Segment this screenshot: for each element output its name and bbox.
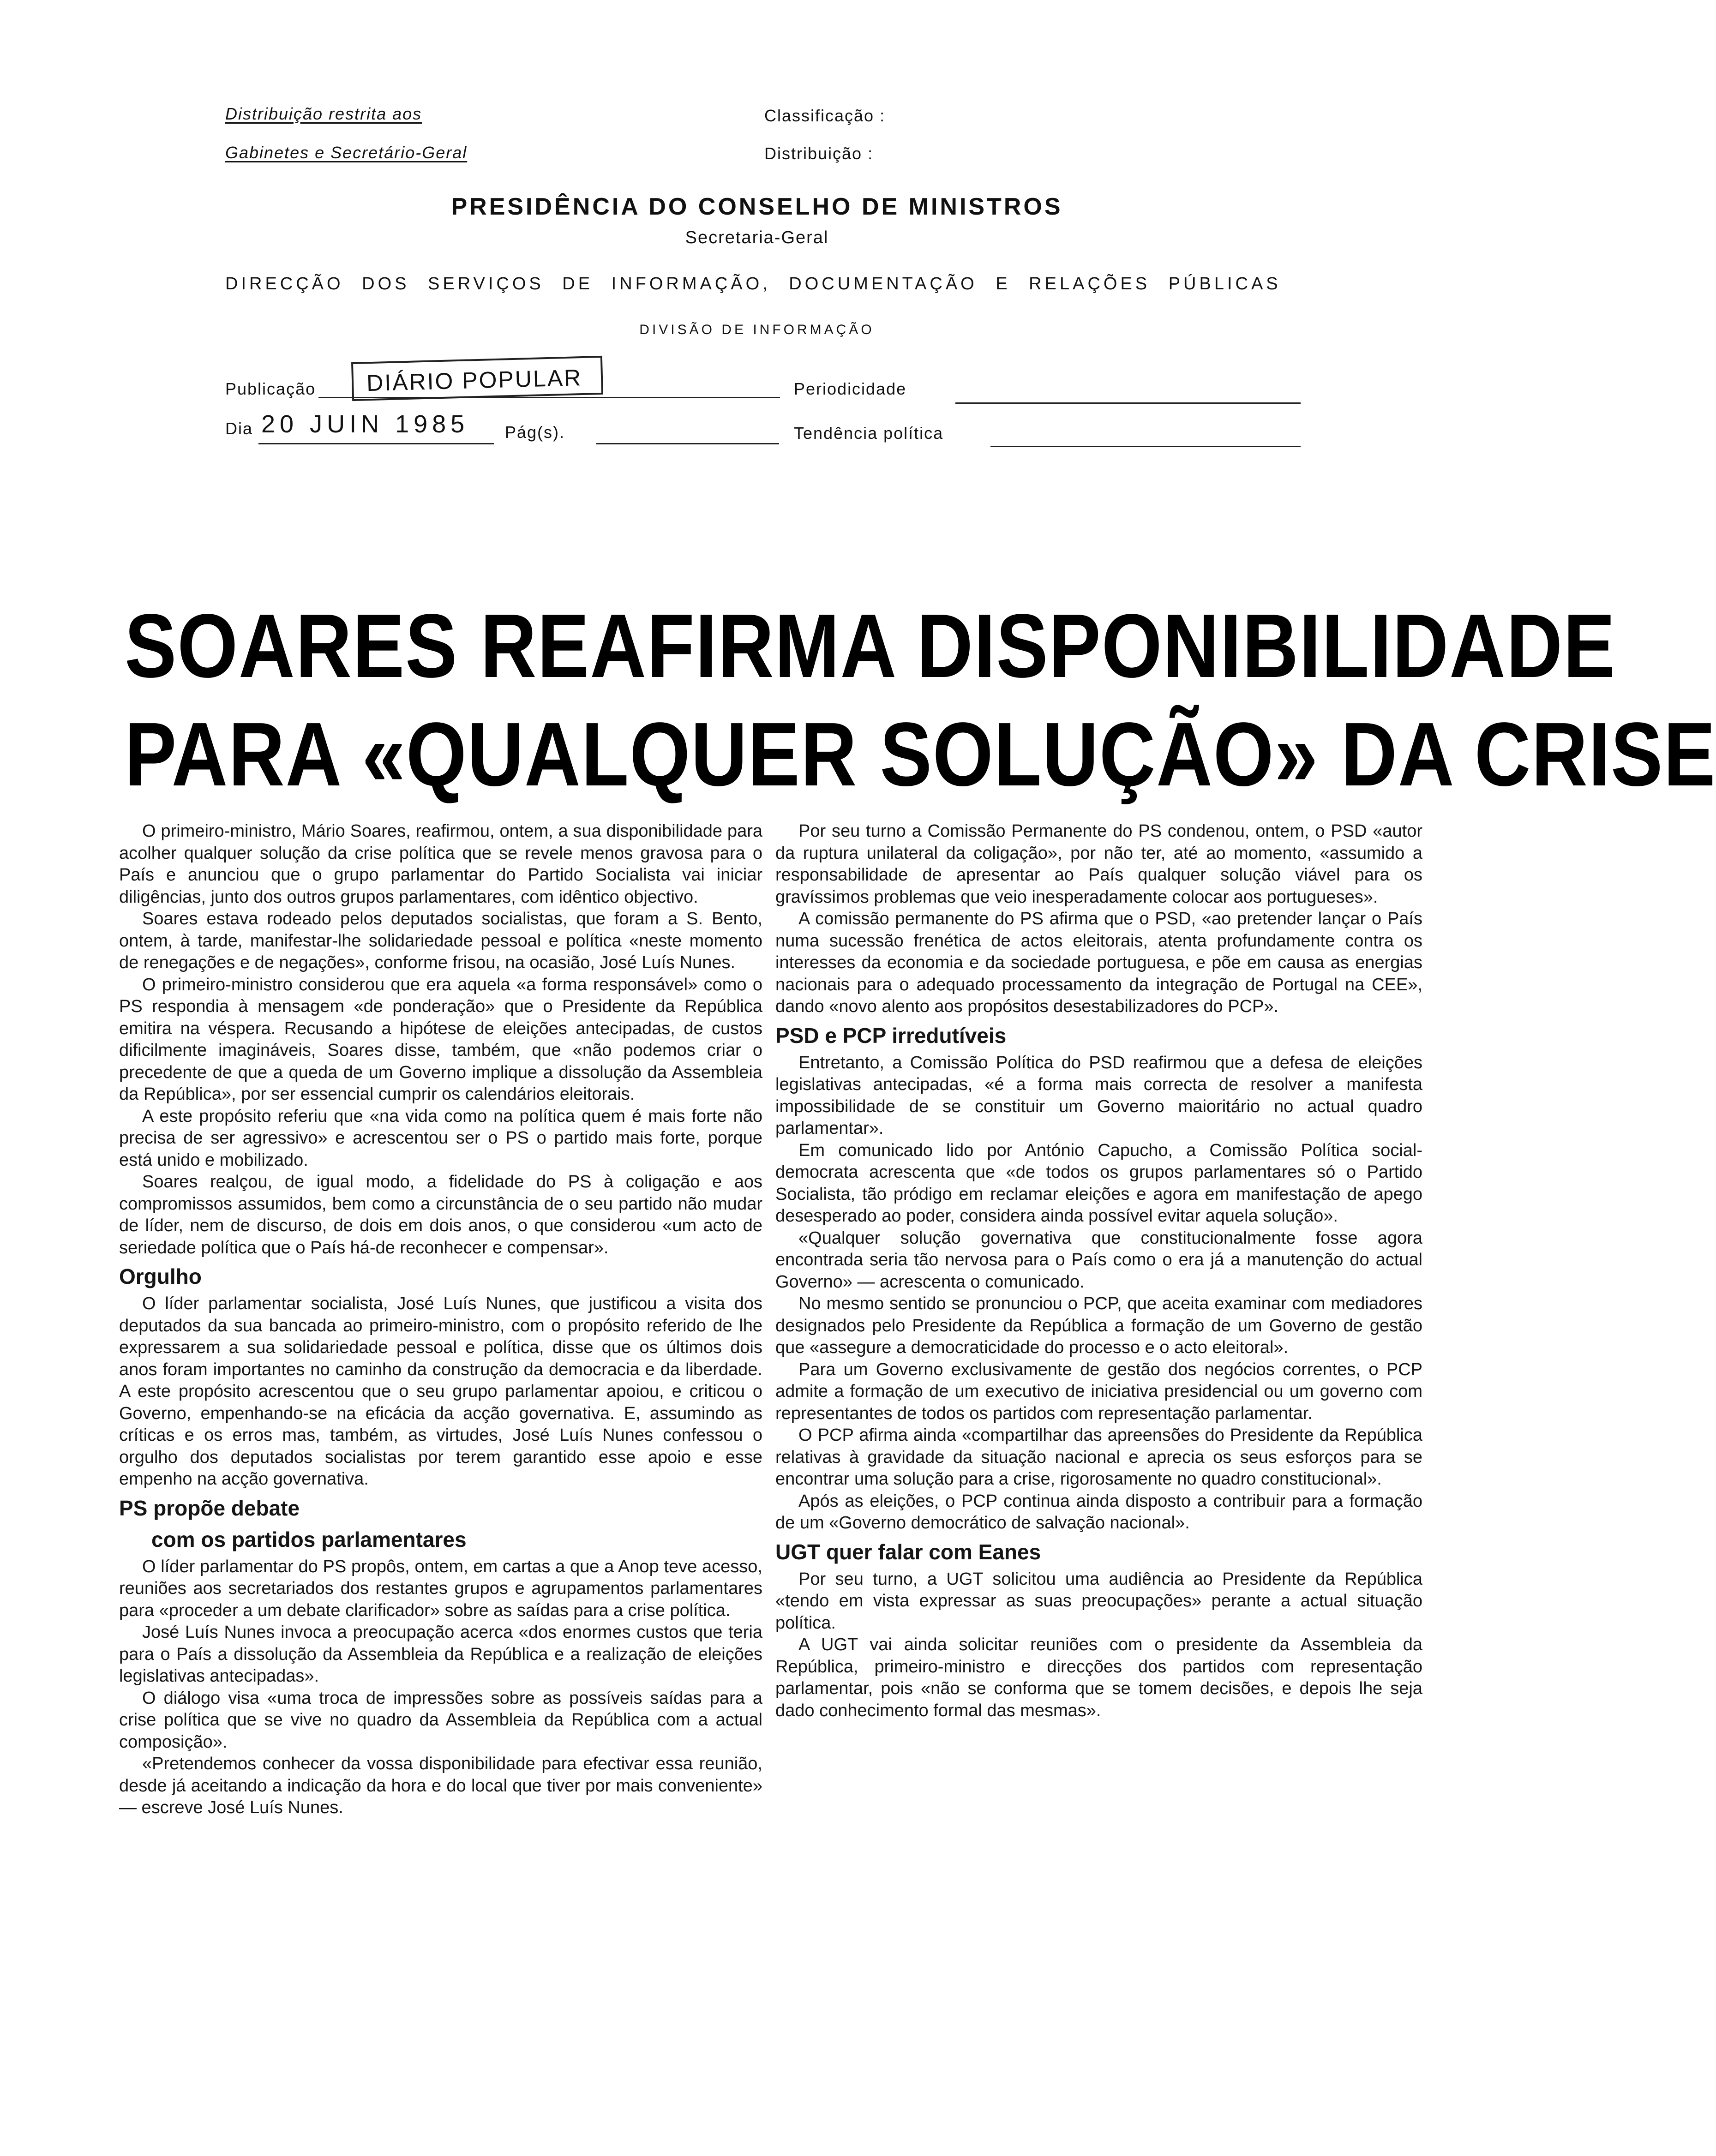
article-paragraph: A este propósito referiu que «na vida como na política quem é mais forte não precisa de ser agressivo» e acrescentou ser o PS o partido mais forte, porque está unido e mobilizado. [119, 1106, 762, 1170]
article-paragraph: A UGT vai ainda solicitar reuniões com o presidente da Assembleia da República, primeiro-ministro e direcções dos partidos com representação parlamentar, pois «não se conforma que se tomem decisões, e depois lhe seja dado conhecimento formal das mesmas». [775, 1635, 1422, 1720]
article-paragraph: O líder parlamentar socialista, José Luís Nunes, que justificou a visita dos deputados da sua bancada ao primeiro-ministro, com o propósito referido de lhe expressarem a sua solidariedade pessoal e política, disse que os últimos dois anos foram importantes no caminho da construção da democracia e da liberdade. A este propósito acrescentou que o seu grupo parlamentar apoiou, e criticou o Governo, empenhando-se na eficácia da acção governativa. E, assumindo as críticas e os erros mas, também, as virtudes, José Luís Nunes confessou o orgulho dos deputados socialistas por terem garantido esse apoio e esse empenho na acção governativa. [119, 1294, 762, 1489]
article-paragraph: O líder parlamentar do PS propôs, ontem, em cartas a que a Anop teve acesso, reuniões aos secretariados dos restantes grupos e agrupamentos parlamentares para «proceder a um debate clarificador» sobre as saídas para a crise política. [119, 1557, 762, 1620]
article-paragraph: O PCP afirma ainda «compartilhar das apreensões do Presidente da República relativas à gravidade da situação nacional e aprecia os seus esforços para se encontrar uma solução para a crise, rigorosamente no quadro constitucional». [775, 1425, 1422, 1489]
article-subheading: PSD e PCP irredutíveis [775, 1023, 1007, 1048]
article-paragraph: Em comunicado lido por António Capucho, a Comissão Política social-democrata acrescenta que «de todos os grupos parlamentares só o Partido Socialista, tão pródigo em reclamar eleições e agora em manifestação de apego desesperado ao poder, considera ainda possível evitar aquela solução». [775, 1140, 1422, 1226]
article-paragraph: José Luís Nunes invoca a preocupação acerca «dos enormes custos que teria para o País a dissolução da Assembleia da República e a realização de eleições legislativas antecipadas». [119, 1623, 762, 1686]
article-subheading: UGT quer falar com Eanes [775, 1539, 1041, 1564]
headline-line-1: SOARES REAFIRMA DISPONIBILIDADE [125, 595, 1616, 696]
division-line: DIVISÃO DE INFORMAÇÃO [639, 322, 875, 337]
distribution-line-1: Distribuição restrita aos [225, 104, 422, 123]
periodicity-label: Periodicidade [794, 379, 907, 398]
org-subtitle: Secretaria-Geral [685, 228, 829, 247]
article-column-left [119, 820, 762, 1819]
classification-label: Classificação : [764, 106, 886, 125]
article-paragraph: Por seu turno, a UGT solicitou uma audiência ao Presidente da República «tendo em vista expressar as suas preocupações» perante a actual situação política. [775, 1569, 1422, 1633]
article-paragraph: «Qualquer solução governativa que constitucionalmente fosse agora encontrada seria tão nervosa para o País como o era já a manutenção do actual Governo» — acrescenta o comunicado. [775, 1228, 1422, 1292]
day-underline [258, 443, 494, 444]
org-title: PRESIDÊNCIA DO CONSELHO DE MINISTROS [451, 193, 1063, 220]
article-paragraph: Por seu turno a Comissão Permanente do PS condenou, ontem, o PSD «autor da ruptura unilateral da coligação», por não ter, até ao momento, «assumido a responsabilidade de apresentar ao País qualquer solução viável para os gravíssimos problemas que veio inesperadamente colocar aos portugueses». [775, 821, 1422, 907]
article-paragraph: «Pretendemos conhecer da vossa disponibilidade para efectivar essa reunião, desde já aceitando a indicação da hora e do local que tiver por mais conveniente» — escreve José Luís Nunes. [119, 1754, 762, 1817]
periodicity-underline [955, 402, 1301, 404]
article-paragraph: O diálogo visa «uma troca de impressões sobre as possíveis saídas para a crise política que se vive no quadro da Assembleia da República com a actual composição». [119, 1688, 762, 1752]
headline-line-2: PARA «QUALQUER SOLUÇÃO» DA CRISE [125, 704, 1716, 805]
article-paragraph: Soares realçou, de igual modo, a fidelidade do PS à coligação e aos compromissos assumidos, bem como a circunstância de o seu partido não mudar de líder, nem de discurso, de dois em dois anos, o que considerou «um acto de seriedade política que o País há-de reconhecer e compensar». [119, 1172, 762, 1258]
distribution-line-2: Gabinetes e Secretário-Geral [225, 143, 468, 162]
article-subheading: com os partidos parlamentares [151, 1527, 467, 1551]
article-paragraph: A comissão permanente do PS afirma que o PSD, «ao pretender lançar o País numa sucessão frenética de actos eleitorais, atenta profundamente contra os interesses da economia e da sociedade portuguesa, e põe em causa as energias nacionais para o adequado processamento da integração de Portugal na CEE», dando «novo alento aos propósitos desestabilizadores do PCP». [775, 909, 1422, 1016]
distribution-label: Distribuição : [764, 144, 874, 163]
article-paragraph: Entretanto, a Comissão Política do PSD reafirmou que a defesa de eleições legislativas antecipadas, «é a forma mais correcta de resolver a manifesta impossibilidade de se constituir um Governo maioritário no actual quadro parlamentar». [775, 1053, 1422, 1138]
article-paragraph: O primeiro-ministro considerou que era aquela «a forma responsável» como o PS respondia à mensagem «de ponderação» que o Presidente da República emitira na véspera. Recusando a hipótese de eleições antecipadas, de custos dificilmente imagináveis, Soares disse, também, que «não podemos criar o precedente de que a queda de um Governo implique a dissolução da Assembleia da República», por ser essencial cumprir os calendários eleitorais. [119, 975, 762, 1104]
day-label: Dia [225, 419, 253, 438]
pages-underline [596, 443, 779, 444]
day-value: 20 JUIN 1985 [261, 410, 469, 438]
article-paragraph: Soares estava rodeado pelos deputados socialistas, que foram a S. Bento, ontem, à tarde, manifestar-lhe solidariedade pessoal e política «neste momento de renegações e de negações», conforme frisou, na ocasião, José Luís Nunes. [119, 909, 762, 972]
article-subheading: Orgulho [119, 1264, 202, 1288]
article-paragraph: No mesmo sentido se pronunciou o PCP, que aceita examinar com mediadores designados pelo Presidente da República a formação de um Governo de gestão que «assegure a democraticidade do processo e o acto eleitoral». [775, 1294, 1422, 1357]
directorate-line: DIRECÇÃO DOS SERVIÇOS DE INFORMAÇÃO, DOCUMENTAÇÃO E RELAÇÕES PÚBLICAS [225, 274, 1281, 293]
article-paragraph: Após as eleições, o PCP continua ainda disposto a contribuir para a formação de um «Governo democrático de salvação nacional». [775, 1491, 1422, 1533]
tendency-underline [990, 446, 1301, 447]
publication-label: Publicação [225, 379, 316, 398]
article-paragraph: O primeiro-ministro, Mário Soares, reafirmou, ontem, a sua disponibilidade para acolher qualquer solução da crise política que se revele menos gravosa para o País e anunciou que o grupo parlamentar do Partido Socialista vai iniciar diligências, junto dos outros grupos parlamentares, com idêntico objectivo. [119, 821, 762, 907]
article-paragraph: Para um Governo exclusivamente de gestão dos negócios correntes, o PCP admite a formação de um executivo de iniciativa presidencial ou um governo com representantes de todos os partidos com representação parlamentar. [775, 1359, 1422, 1423]
pages-label: Pág(s). [505, 423, 565, 442]
tendency-label: Tendência política [794, 424, 944, 443]
article-column-right [775, 820, 1422, 1722]
publication-stamp: DIÁRIO POPULAR [351, 356, 603, 401]
article-subheading: PS propõe debate [119, 1496, 300, 1520]
